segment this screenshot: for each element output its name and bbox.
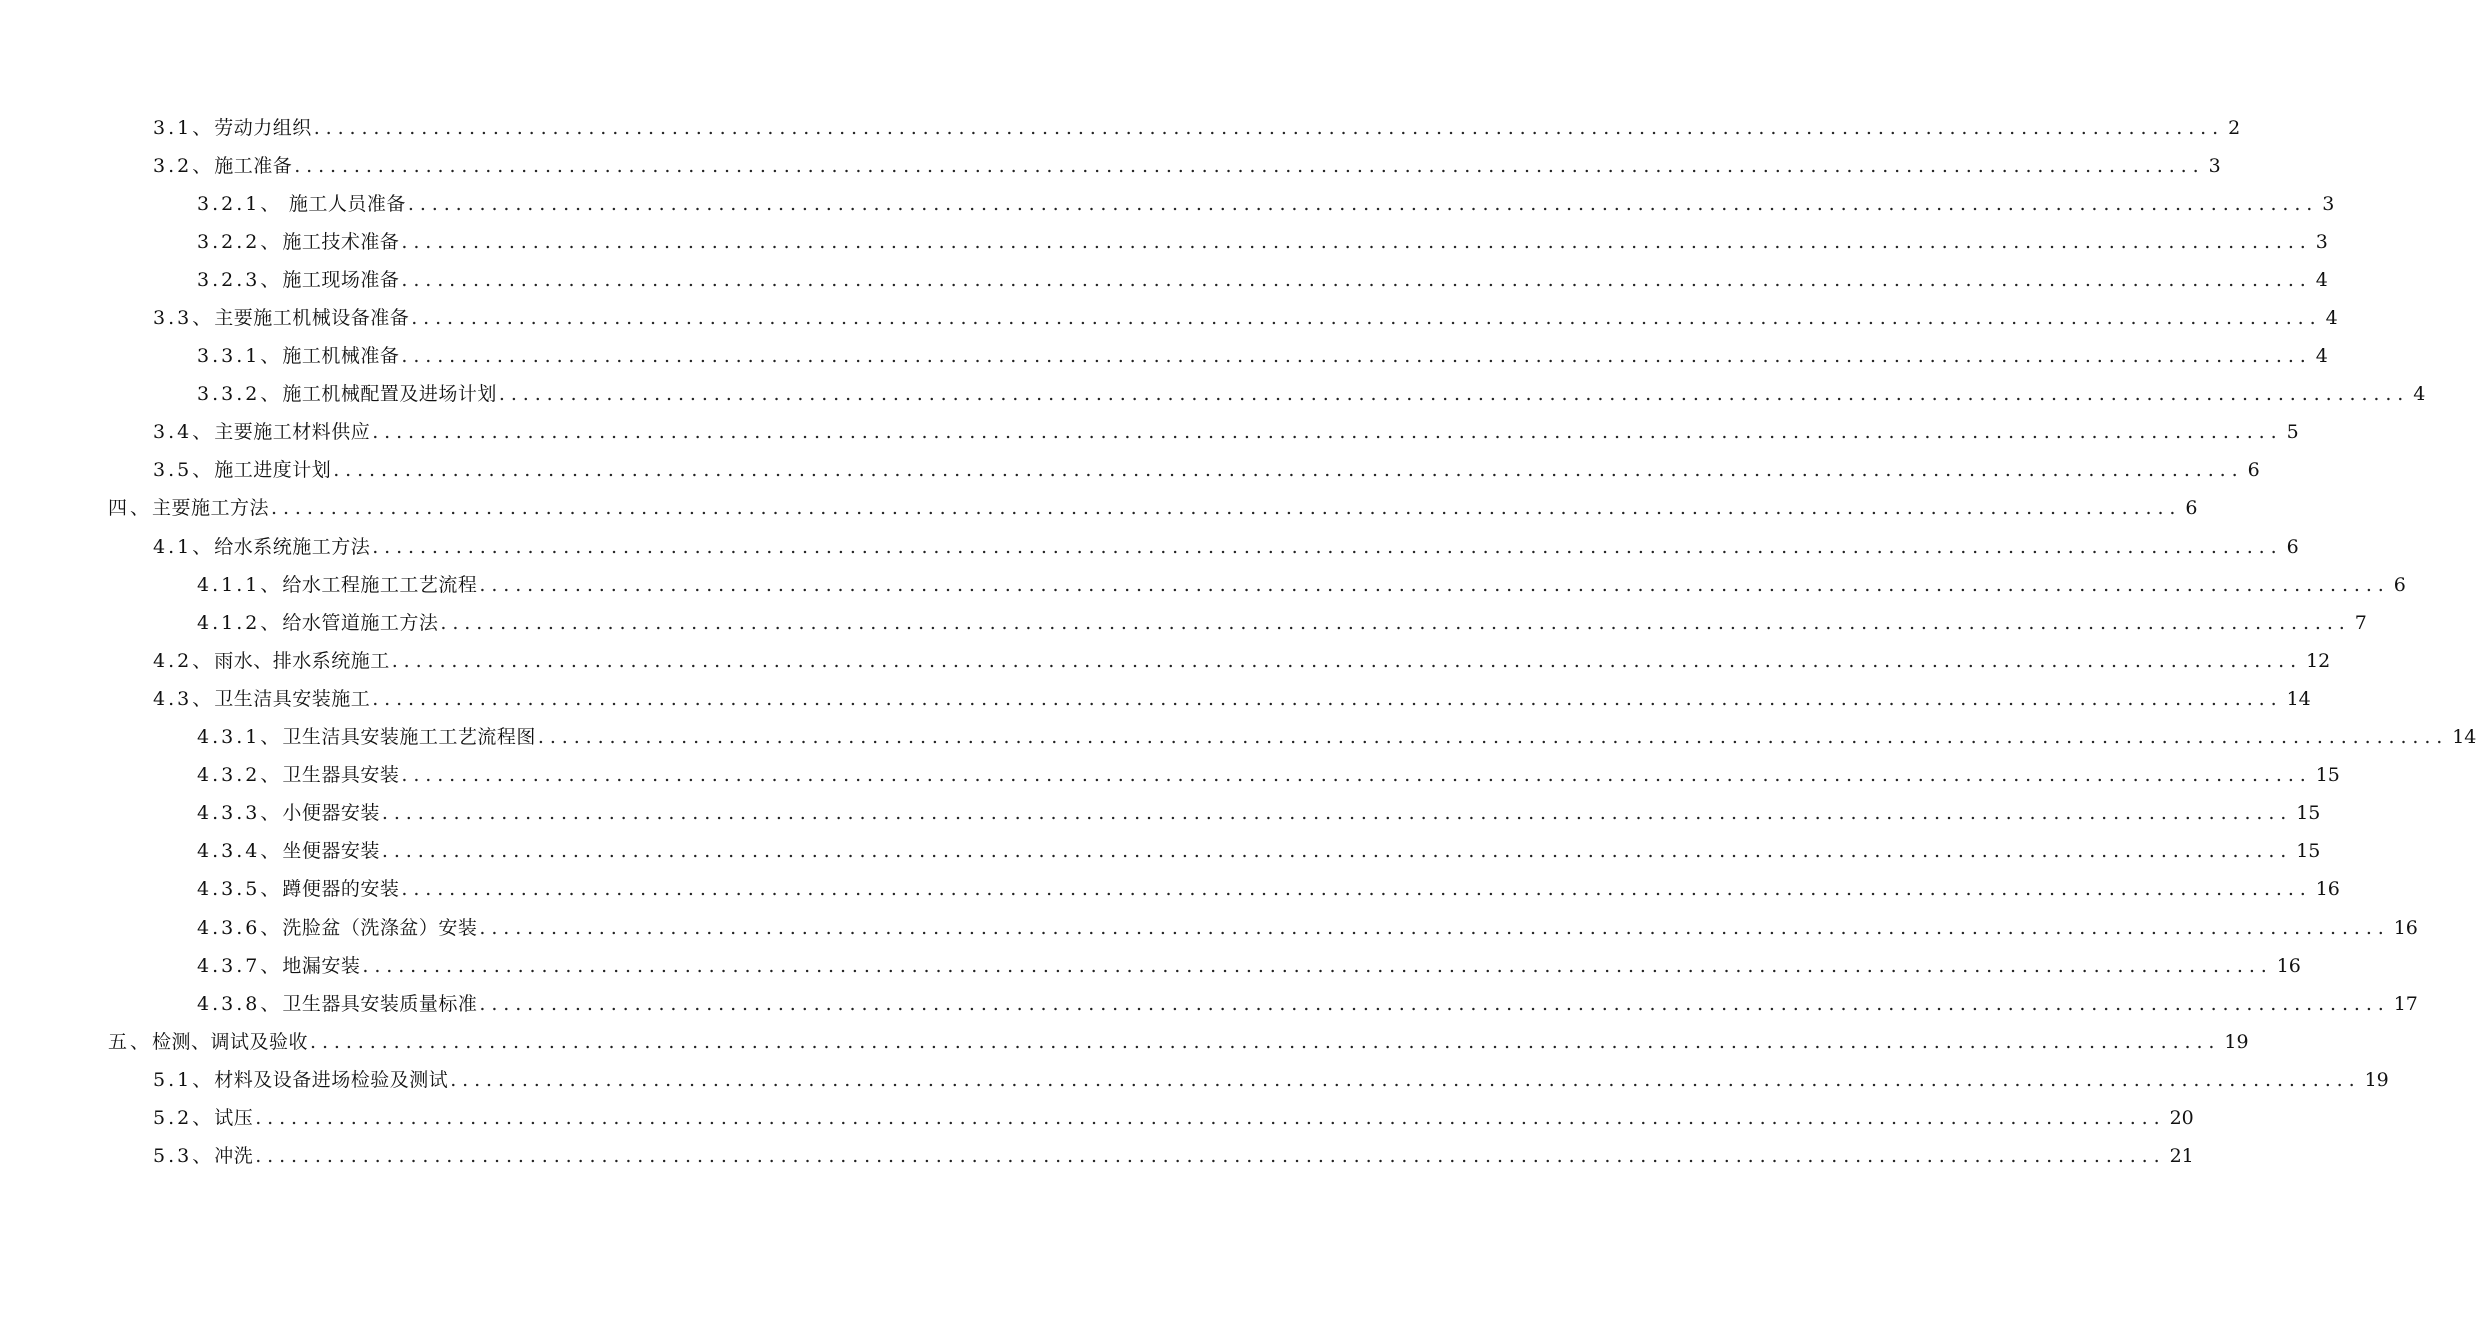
toc-entry-title: 施工技术准备 bbox=[282, 230, 400, 253]
toc-entry-page: 16 bbox=[2315, 878, 2340, 901]
toc-entry-page: 6 bbox=[2286, 535, 2299, 558]
toc-entry-page: 14 bbox=[2286, 687, 2311, 710]
toc-entry[interactable] bbox=[0, 719, 2476, 757]
toc-entry-number: 3.1、 bbox=[153, 116, 215, 139]
toc-entry-title: 主要施工材料供应 bbox=[214, 421, 371, 444]
toc-entry-page: 20 bbox=[2169, 1106, 2194, 1129]
toc-entry-number: 3.2.2、 bbox=[197, 230, 283, 253]
toc-entry-page: 16 bbox=[2276, 954, 2301, 977]
toc-entry-number: 3.2.1、 bbox=[197, 192, 283, 215]
toc-entry-title: 主要施工机械设备准备 bbox=[214, 307, 410, 330]
toc-entry-number: 4.1.1、 bbox=[197, 573, 283, 596]
toc-entry[interactable] bbox=[0, 452, 2260, 490]
toc-entry-number: 3.3.2、 bbox=[197, 383, 283, 406]
toc-dot-leader: ................................................................................................................................................................ bbox=[411, 307, 2322, 330]
toc-entry-number: 5.1、 bbox=[153, 1068, 215, 1091]
toc-entry[interactable] bbox=[0, 223, 2328, 261]
toc-entry-page: 4 bbox=[2315, 268, 2328, 291]
toc-entry-number: 4.3.3、 bbox=[197, 802, 283, 825]
toc-entry-page: 5 bbox=[2286, 421, 2299, 444]
toc-entry-title: 小便器安装 bbox=[282, 802, 380, 825]
toc-entry-title: 材料及设备进场检验及测试 bbox=[214, 1068, 449, 1091]
toc-entry-number: 5.3、 bbox=[153, 1145, 215, 1168]
toc-dot-leader: ................................................................................................................................................................ bbox=[362, 954, 2273, 977]
toc-entry[interactable] bbox=[0, 795, 2321, 833]
toc-entry[interactable] bbox=[0, 833, 2321, 871]
toc-entry-page: 4 bbox=[2315, 345, 2328, 368]
toc-entry-number: 3.5、 bbox=[153, 459, 215, 482]
toc-entry[interactable] bbox=[0, 680, 2311, 718]
toc-entry-title: 施工进度计划 bbox=[214, 459, 332, 482]
toc-entry-number: 3.3.1、 bbox=[197, 345, 283, 368]
toc-entry-title: 卫生器具安装 bbox=[282, 764, 400, 787]
toc-entry-number: 4.3.1、 bbox=[197, 726, 283, 749]
toc-entry-number: 四、 bbox=[108, 497, 153, 520]
toc-entry-title: 洗脸盆（洗涤盆）安装 bbox=[282, 916, 478, 939]
toc-entry[interactable] bbox=[0, 1138, 2194, 1176]
toc-entry[interactable] bbox=[0, 1023, 2249, 1061]
toc-entry-number: 5.2、 bbox=[153, 1106, 215, 1129]
toc-entry[interactable] bbox=[0, 490, 2198, 528]
toc-entry-page: 19 bbox=[2364, 1068, 2389, 1091]
toc-entry-page: 15 bbox=[2296, 802, 2321, 825]
toc-entry[interactable] bbox=[0, 642, 2331, 680]
toc-dot-leader: ................................................................................................................................................................ bbox=[372, 421, 2283, 444]
toc-entry-title: 给水管道施工方法 bbox=[282, 611, 439, 634]
toc-entry-title: 卫生器具安装质量标准 bbox=[282, 992, 478, 1015]
toc-entry-number: 3.3、 bbox=[153, 307, 215, 330]
toc-entry-number: 4.3.8、 bbox=[197, 992, 283, 1015]
toc-entry-title: 坐便器安装 bbox=[282, 840, 380, 863]
toc-entry-page: 3 bbox=[2315, 230, 2328, 253]
toc-entry[interactable] bbox=[0, 985, 2418, 1023]
toc-entry-title: 劳动力组织 bbox=[214, 116, 312, 139]
toc-dot-leader: ................................................................................................................................................................ bbox=[479, 573, 2390, 596]
toc-entry-page: 4 bbox=[2325, 307, 2338, 330]
toc-entry-title: 检测、调试及验收 bbox=[152, 1030, 309, 1053]
toc-dot-leader: ................................................................................................................................................................ bbox=[407, 192, 2319, 215]
toc-dot-leader: ................................................................................................................................................................ bbox=[401, 345, 2312, 368]
toc-entry-page: 6 bbox=[2247, 459, 2260, 482]
toc-entry[interactable] bbox=[0, 261, 2328, 299]
toc-entry-page: 15 bbox=[2315, 764, 2340, 787]
toc-entry-page: 16 bbox=[2393, 916, 2418, 939]
toc-entry-page: 3 bbox=[2208, 154, 2221, 177]
toc-entry-title: 主要施工方法 bbox=[152, 497, 270, 520]
toc-entry[interactable] bbox=[0, 109, 2241, 147]
toc-dot-leader: ................................................................................................................................................................ bbox=[479, 992, 2390, 1015]
toc-entry[interactable] bbox=[0, 414, 2299, 452]
toc-entry-title: 施工人员准备 bbox=[282, 192, 406, 215]
toc-entry[interactable] bbox=[0, 604, 2367, 642]
toc-entry-title: 冲洗 bbox=[214, 1145, 254, 1168]
toc-entry[interactable] bbox=[0, 528, 2299, 566]
toc-entry-page: 12 bbox=[2306, 649, 2331, 672]
toc-entry[interactable] bbox=[0, 909, 2418, 947]
toc-dot-leader: ................................................................................................................................................................ bbox=[450, 1068, 2361, 1091]
toc-entry[interactable] bbox=[0, 338, 2328, 376]
toc-entry-title: 给水工程施工工艺流程 bbox=[282, 573, 478, 596]
toc-dot-leader: ................................................................................................................................................................ bbox=[294, 154, 2205, 177]
toc-entry-title: 雨水、排水系统施工 bbox=[214, 649, 390, 672]
toc-entry[interactable] bbox=[0, 947, 2301, 985]
toc-entry-number: 4.3.7、 bbox=[197, 954, 283, 977]
toc-dot-leader: ................................................................................................................................................................ bbox=[401, 268, 2312, 291]
toc-dot-leader: ................................................................................................................................................................ bbox=[401, 230, 2312, 253]
toc-entry[interactable] bbox=[0, 566, 2406, 604]
toc-dot-leader: ................................................................................................................................................................ bbox=[372, 687, 2283, 710]
toc-entry-title: 地漏安装 bbox=[282, 954, 361, 977]
toc-dot-leader: ................................................................................................................................................................ bbox=[440, 611, 2351, 634]
toc-entry-title: 给水系统施工方法 bbox=[214, 535, 371, 558]
toc-entry-page: 21 bbox=[2169, 1145, 2194, 1168]
toc-entry[interactable] bbox=[0, 871, 2340, 909]
toc-dot-leader: ................................................................................................................................................................ bbox=[381, 802, 2293, 825]
toc-entry-number: 3.4、 bbox=[153, 421, 215, 444]
toc-dot-leader: ................................................................................................................................................................ bbox=[313, 116, 2225, 139]
toc-entry-page: 6 bbox=[2185, 497, 2198, 520]
toc-entry-title: 蹲便器的安装 bbox=[282, 878, 400, 901]
toc-dot-leader: ................................................................................................................................................................ bbox=[401, 878, 2312, 901]
toc-dot-leader: ................................................................................................................................................................ bbox=[401, 764, 2312, 787]
toc-dot-leader: ................................................................................................................................................................ bbox=[498, 383, 2410, 406]
toc-entry-page: 19 bbox=[2224, 1030, 2249, 1053]
toc-entry-number: 4.1、 bbox=[153, 535, 215, 558]
toc-entry[interactable] bbox=[0, 1061, 2389, 1099]
toc-dot-leader: ................................................................................................................................................................ bbox=[255, 1106, 2166, 1129]
toc-entry-title: 施工机械准备 bbox=[282, 345, 400, 368]
table-of-contents bbox=[0, 109, 2476, 1176]
toc-entry-title: 施工准备 bbox=[214, 154, 293, 177]
toc-entry[interactable] bbox=[0, 147, 2221, 185]
toc-entry-number: 4.3、 bbox=[153, 687, 215, 710]
toc-entry-page: 3 bbox=[2322, 192, 2335, 215]
toc-entry-number: 4.1.2、 bbox=[197, 611, 283, 634]
toc-entry-title: 试压 bbox=[214, 1106, 254, 1129]
toc-dot-leader: ................................................................................................................................................................ bbox=[310, 1030, 2221, 1053]
toc-entry-page: 2 bbox=[2228, 116, 2241, 139]
toc-entry[interactable] bbox=[0, 185, 2335, 223]
toc-entry[interactable] bbox=[0, 376, 2426, 414]
toc-entry-page: 17 bbox=[2393, 992, 2418, 1015]
toc-dot-leader: ................................................................................................................................................................ bbox=[381, 840, 2293, 863]
toc-dot-leader: ................................................................................................................................................................ bbox=[537, 726, 2449, 749]
toc-entry-number: 4.3.5、 bbox=[197, 878, 283, 901]
toc-entry-number: 五、 bbox=[108, 1030, 153, 1053]
toc-entry-page: 15 bbox=[2296, 840, 2321, 863]
toc-entry-page: 6 bbox=[2393, 573, 2406, 596]
toc-dot-leader: ................................................................................................................................................................ bbox=[333, 459, 2244, 482]
toc-entry-title: 施工现场准备 bbox=[282, 268, 400, 291]
toc-entry-title: 施工机械配置及进场计划 bbox=[282, 383, 497, 406]
toc-entry-number: 3.2.3、 bbox=[197, 268, 283, 291]
toc-entry-page: 7 bbox=[2354, 611, 2367, 634]
toc-entry-title: 卫生洁具安装施工 bbox=[214, 687, 371, 710]
toc-dot-leader: ................................................................................................................................................................ bbox=[255, 1145, 2166, 1168]
toc-entry-number: 4.3.2、 bbox=[197, 764, 283, 787]
toc-entry[interactable] bbox=[0, 1099, 2194, 1137]
toc-dot-leader: ................................................................................................................................................................ bbox=[271, 497, 2182, 520]
toc-dot-leader: ................................................................................................................................................................ bbox=[479, 916, 2390, 939]
toc-entry-title: 卫生洁具安装施工工艺流程图 bbox=[282, 726, 536, 749]
toc-dot-leader: ................................................................................................................................................................ bbox=[391, 649, 2303, 672]
toc-entry-number: 3.2、 bbox=[153, 154, 215, 177]
toc-entry-page: 4 bbox=[2413, 383, 2426, 406]
toc-entry-number: 4.3.4、 bbox=[197, 840, 283, 863]
toc-entry[interactable] bbox=[0, 757, 2340, 795]
toc-entry-number: 4.2、 bbox=[153, 649, 215, 672]
toc-dot-leader: ................................................................................................................................................................ bbox=[372, 535, 2283, 558]
toc-entry[interactable] bbox=[0, 299, 2338, 337]
toc-entry-number: 4.3.6、 bbox=[197, 916, 283, 939]
toc-entry-page: 14 bbox=[2452, 726, 2476, 749]
